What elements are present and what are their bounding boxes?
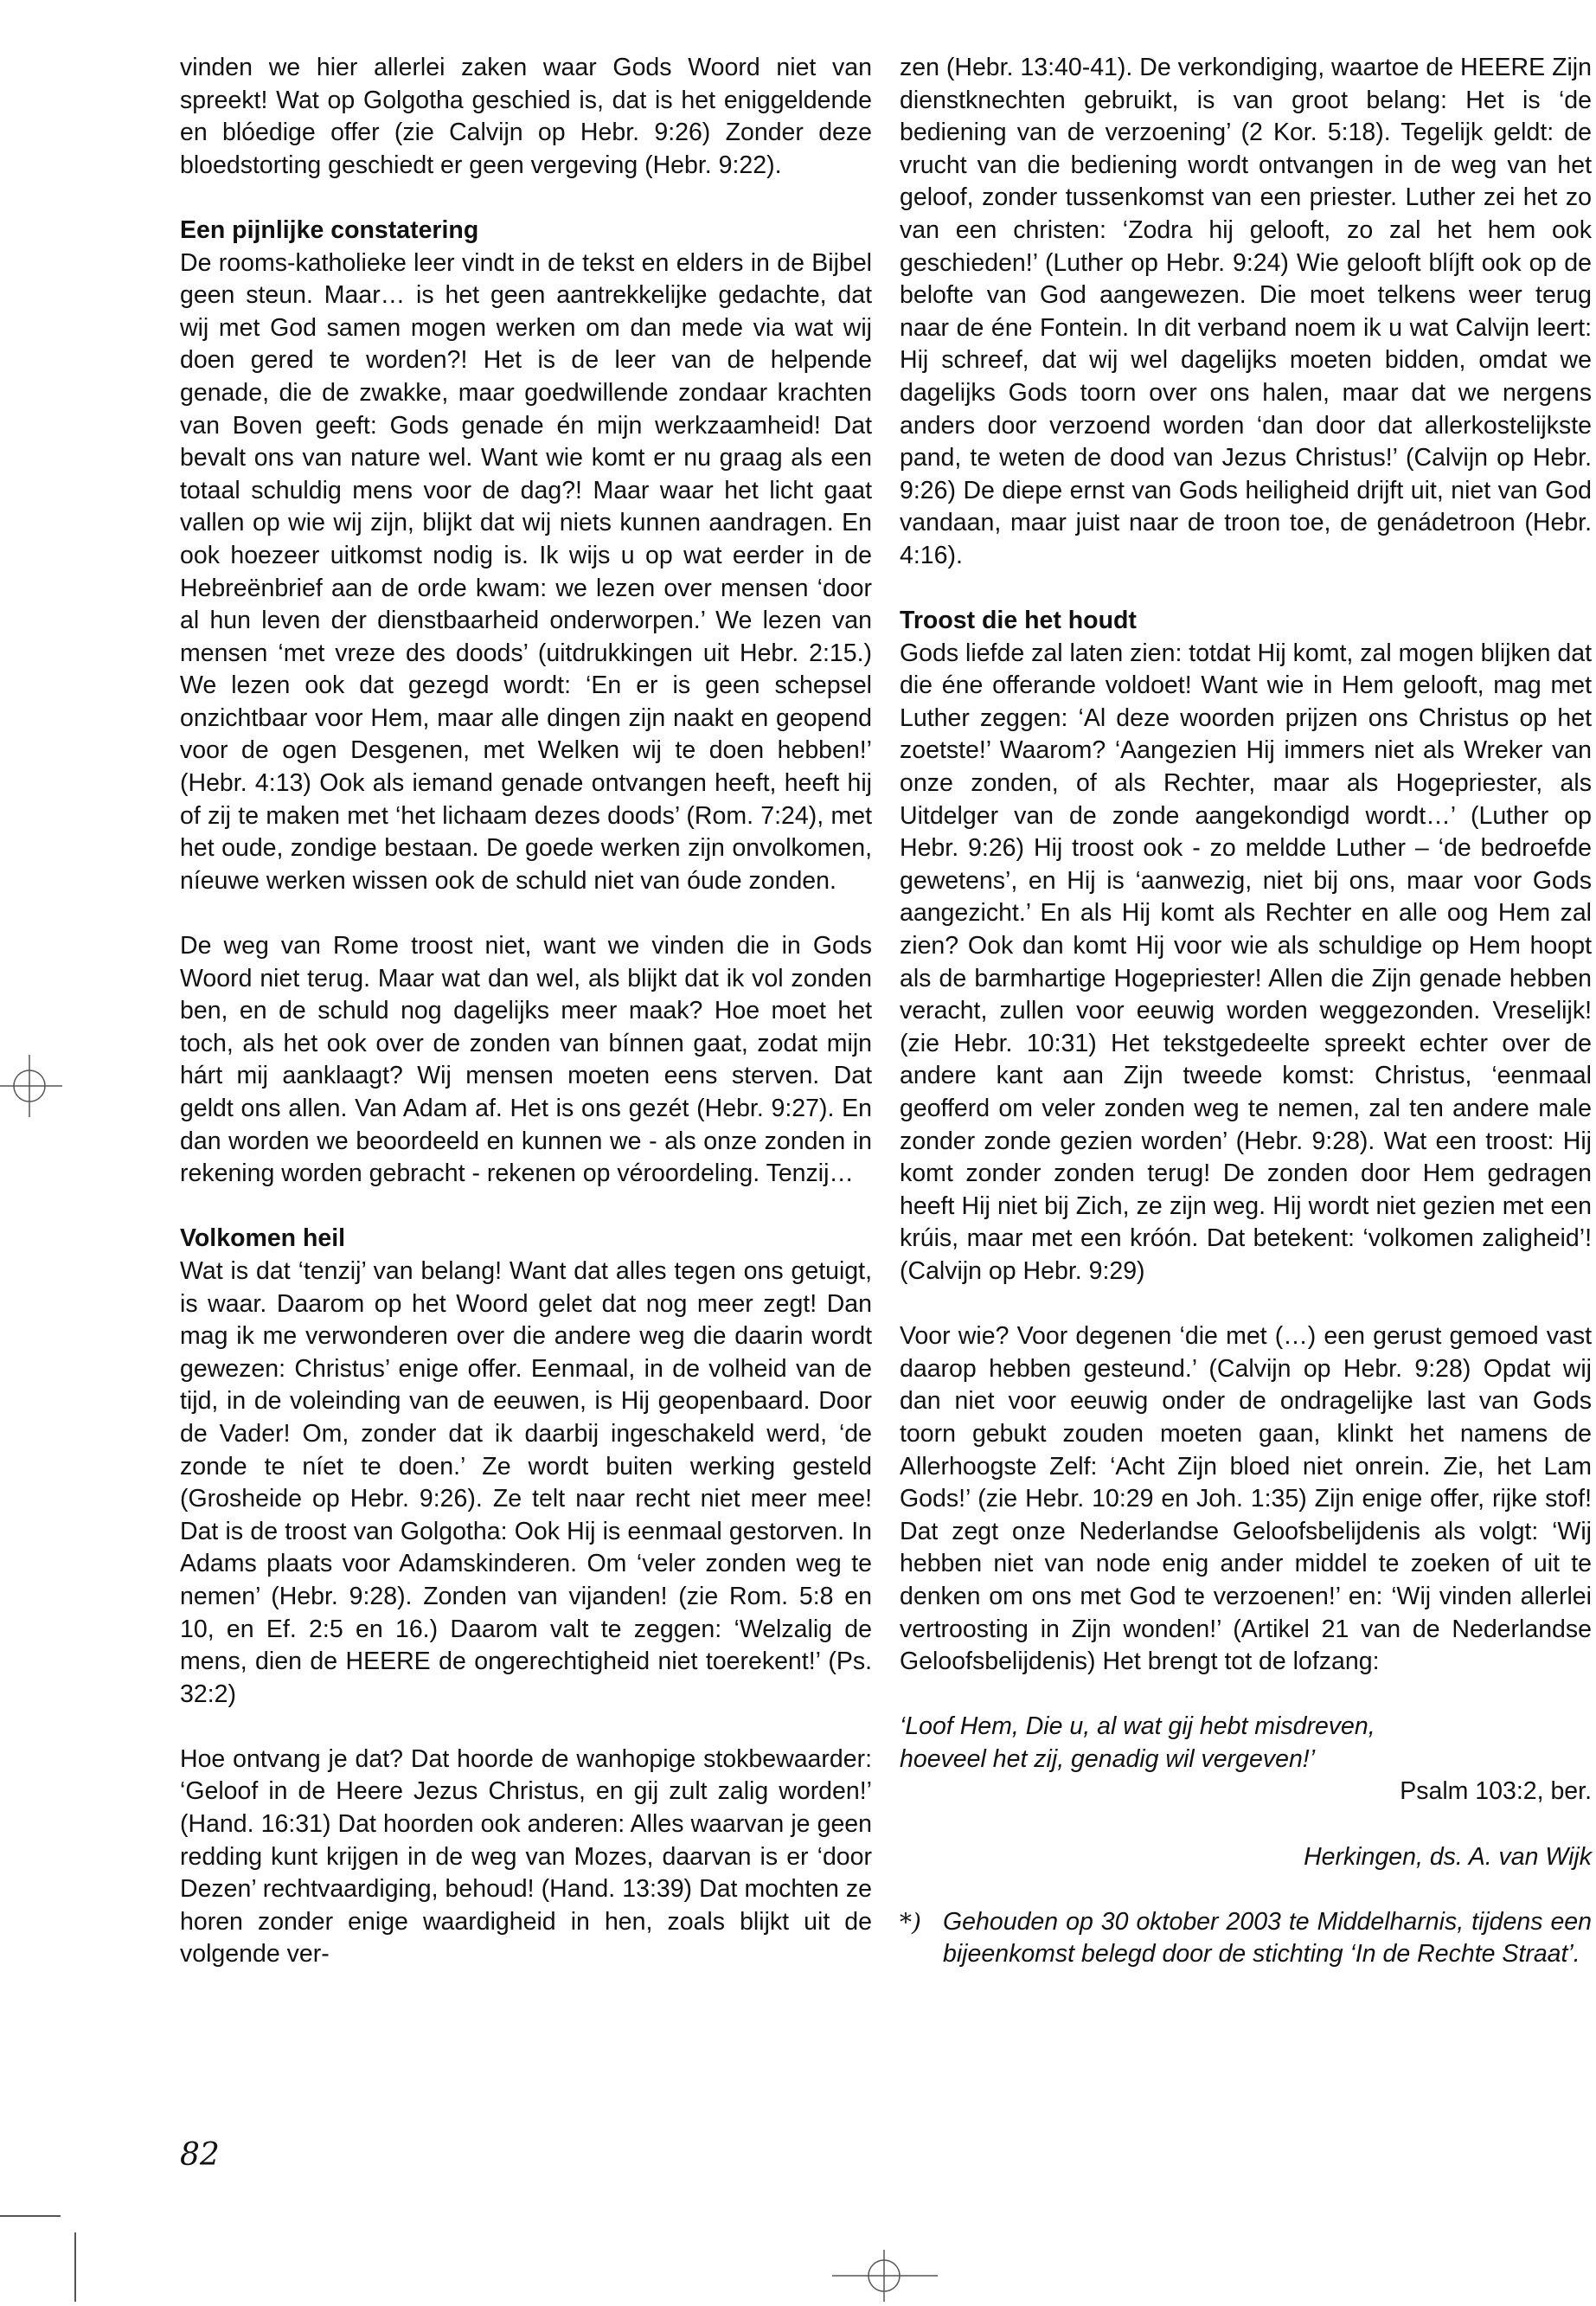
section-heading: Volkomen heil <box>180 1224 346 1253</box>
psalm-quote-line: ‘Loof Hem, Die u, al wat gij hebt misdreven, <box>900 1712 1375 1741</box>
crop-mark-horizontal <box>0 2215 61 2217</box>
section-heading: Troost die het houdt <box>900 607 1137 635</box>
paragraph: Hoe ontvang je dat? Dat hoorde de wanhopige stokbewaarder: ‘Geloof in de Heere Jezus Christus, en gij zult zalig worden!’ (Hand. 16:31) Dat hoorden ook anderen: Alles waarvan je geen redding kunt krijgen in de weg van Mozes, daarvan is er ‘door Dezen’ rechtvaardiging, behoud! (Hand. 13:39) Dat mochten ze horen zonder enige waardigheid in hen, zoals blijkt uit de volgende ver- <box>180 1744 872 1969</box>
author-signature: Herkingen, ds. A. van Wijk <box>1304 1842 1592 1871</box>
paragraph: vinden we hier allerlei zaken waar Gods Woord niet van spreekt! Wat op Golgotha geschied is, dat is het eniggeldende en blóedige offer (zie Calvijn op Hebr. 9:26) Zonder deze bloedstorting geschiedt er geen vergeving (Hebr. 9:22). <box>180 54 872 179</box>
footnote <box>900 1906 1592 1971</box>
footnote-mark: *) <box>900 1907 921 1937</box>
registration-mark-left <box>0 1051 69 1121</box>
paragraph: Gods liefde zal laten zien: totdat Hij komt, zal mogen blijken dat die éne offerande voldoet! Want wie in Hem gelooft, mag met Luther zeggen: ‘Al deze woorden prijzen ons Christus op het zoetste!’ Waarom? ‘Aangezien Hij immers niet als Wreker van onze zonden, of als Rechter, maar als Hogepriester, als Uitdelger van de zonde aangekondigd wordt…’ (Luther op Hebr. 9:26) Hij troost ook - zo meldde Luther – ‘de bedroefde gewetens’, en Hij is ‘aanwezig, niet bij ons, maar voor Gods aangezicht.’ En als Hij komt als Rechter en alle oog Hem zal zien? Ook dan komt Hij voor wie als schuldige op Hem hoopt als de barmhartige Hogepriester! Allen die Zijn genade hebben veracht, zullen voor eeuwig worden weggezonden. Vreselijk! (zie Hebr. 10:31) Het tekstgedeelte spreekt echter over de andere kant aan Zijn tweede komst: Christus, ‘eenmaal geofferd om veler zonden weg te nemen, zal ten andere male zonder zonde gezien worden’ (Hebr. 9:28). Wat een troost: Hij komt zonder zonden terug! De zonden door Hem gedragen heeft Hij niet bij Zich, ze zijn weg. Hij wordt niet gezien met een krúis, maar met een króón. Dat betekent: ‘volkomen zaligheid’! (Calvijn op Hebr. 9:29) <box>900 639 1593 1285</box>
left-column <box>180 52 872 1971</box>
paragraph: Wat is dat ‘tenzij’ van belang! Want dat alles tegen ons getuigt, is waar. Daarom op het Woord gelet dat nog meer zegt! Dan mag ik me verwonderen over die andere weg die daarin wordt gewezen: Christus’ enige offer. Eenmaal, in de volheid van de tijd, in de voleinding van de eeuwen, is Hij geopenbaard. Door de Vader! Om, zonder dat ik daarbij ingeschakeld werd, ‘de zonde te níet te doen.’ Ze wordt buiten werking gesteld (Grosheide op Hebr. 9:26). Ze telt naar recht niet meer mee! Dat is de troost van Golgotha: Ook Hij is eenmaal gestorven. In Adams plaats voor Adamskinderen. Om ‘veler zonden weg te nemen’ (Hebr. 9:28). Zonden van vijanden! (zie Rom. 5:8 en 10, en Ef. 2:5 en 16.) Daarom valt te zeggen: ‘Welzalig de mens, dien de HEERE de ongerechtigheid niet toerekent!’ (Ps. 32:2) <box>180 1256 872 1708</box>
paragraph: Voor wie? Voor degenen ‘die met (…) een gerust gemoed vast daarop hebben gesteund.’ (Calvijn op Hebr. 9:28) Opdat wij dan niet voor eeuwig onder de ondragelijke last van Gods toorn gebukt zouden moeten gaan, klinkt het namens de Allerhoogste Zelf: ‘Acht Zijn bloed niet onrein. Zie, het Lam Gods!’ (zie Hebr. 10:29 en Joh. 1:35) Zijn enige offer, rijke stof! Dat zegt onze Nederlandse Geloofsbelijdenis als volgt: ‘Wij hebben niet van node enig ander middel te zoeken of uit te denken om ons met God te verzoenen!’ en: ‘Wij vinden allerlei vertroosting in Zijn wonden!’ (Artikel 21 van de Nederlandse Geloofsbelijdenis) Het brengt tot de lofzang: <box>900 1322 1592 1676</box>
crop-mark-vertical <box>74 2232 76 2302</box>
psalm-reference: Psalm 103:2, ber. <box>1400 1777 1592 1806</box>
footnote-text: Gehouden op 30 oktober 2003 te Middelharnis, tijdens een bijeenkomst belegd door de stichting ‘In de Rechte Straat’. <box>943 1907 1592 1969</box>
paragraph: De rooms-katholieke leer vindt in de tekst en elders in de Bijbel geen steun. Maar… is het geen aantrekkelijke gedachte, dat wij met God samen mogen werken om dan mede via wat wij doen gered te worden?! Het is de leer van de helpende genade, die de zwakke, maar goedwillende zondaar krachten van Boven geeft: Gods genade én mijn werkzaamheid! Dat bevalt ons van nature wel. Want wie komt er nu graag als een totaal schuldig mens voor de dag?! Maar waar het licht gaat vallen op wie wij zijn, blijkt dat wij niets kunnen aandragen. En ook hoezeer uitkomst nodig is. Ik wijs u op wat eerder in de Hebreënbrief aan de orde kwam: we lezen over mensen ‘door al hun leven der dienstbaarheid onderworpen.’ We lezen van mensen ‘met vreze des doods’ (uitdrukkingen uit Hebr. 2:15.) We lezen ook dat gezegd wordt: ‘En er is geen schepsel onzichtbaar voor Hem, maar alle dingen zijn naakt en geopend voor de ogen Desgenen, met Welken wij te doen hebben!’ (Hebr. 4:13) Ook als iemand genade ontvangen heeft, heeft hij of zij te maken met ‘het lichaam dezes doods’ (Rom. 7:24), met het oude, zondige bestaan. De goede werken zijn onvolkomen, níeuwe werken wissen ook de schuld niet van óude zonden. <box>180 248 872 895</box>
psalm-quote-line: hoeveel het zij, genadig wil vergeven!’ <box>900 1744 1316 1773</box>
section-heading: Een pijnlijke constatering <box>180 215 479 244</box>
page-number: 82 <box>180 2137 220 2173</box>
registration-mark-bottom <box>829 2250 941 2302</box>
right-column <box>900 52 1592 1971</box>
paragraph: zen (Hebr. 13:40-41). De verkondiging, waartoe de HEERE Zijn dienstknechten gebruikt, is van groot belang: Het is ‘de bediening van de verzoening’ (2 Kor. 5:18). Tegelijk geldt: de vrucht van die bediening wordt ontvangen in de weg van het geloof, zonder tussenkomst van een priester. Luther zei het zo van een christen: ‘Zodra hij gelooft, zo zal het hem ook geschieden!’ (Luther op Hebr. 9:24) Wie gelooft blíjft ook op de belofte van God aangewezen. Die moet telkens weer terug naar de éne Fontein. In dit verband noem ik u wat Calvijn leert: Hij schreef, dat wij wel dagelijks moeten bidden, omdat we dagelijks Gods toorn over ons halen, maar dat we nergens anders door verzoend worden ‘dan door dat allerkostelijkste pand, te weten de dood van Jezus Christus!’ (Calvijn op Hebr. 9:26) De diepe ernst van Gods heiligheid drijft uit, niet van God vandaan, maar juist naar de troon toe, de genádetroon (Hebr. 4:16). <box>900 54 1592 569</box>
paragraph: De weg van Rome troost niet, want we vinden die in Gods Woord niet terug. Maar wat dan wel, als blijkt dat ik vol zonden ben, en de schuld nog dagelijks meer maak? Hoe moet het toch, als het ook over de zonden van bínnen gaat, zodat mijn hárt mij aanklaagt? Wij mensen moeten eens sterven. Dat geldt ons allen. Van Adam af. Het is ons gezét (Hebr. 9:27). En dan worden we beoordeeld en kunnen we - als onze zonden in rekening worden gebracht - rekenen op véroordeling. Tenzij… <box>180 932 872 1188</box>
